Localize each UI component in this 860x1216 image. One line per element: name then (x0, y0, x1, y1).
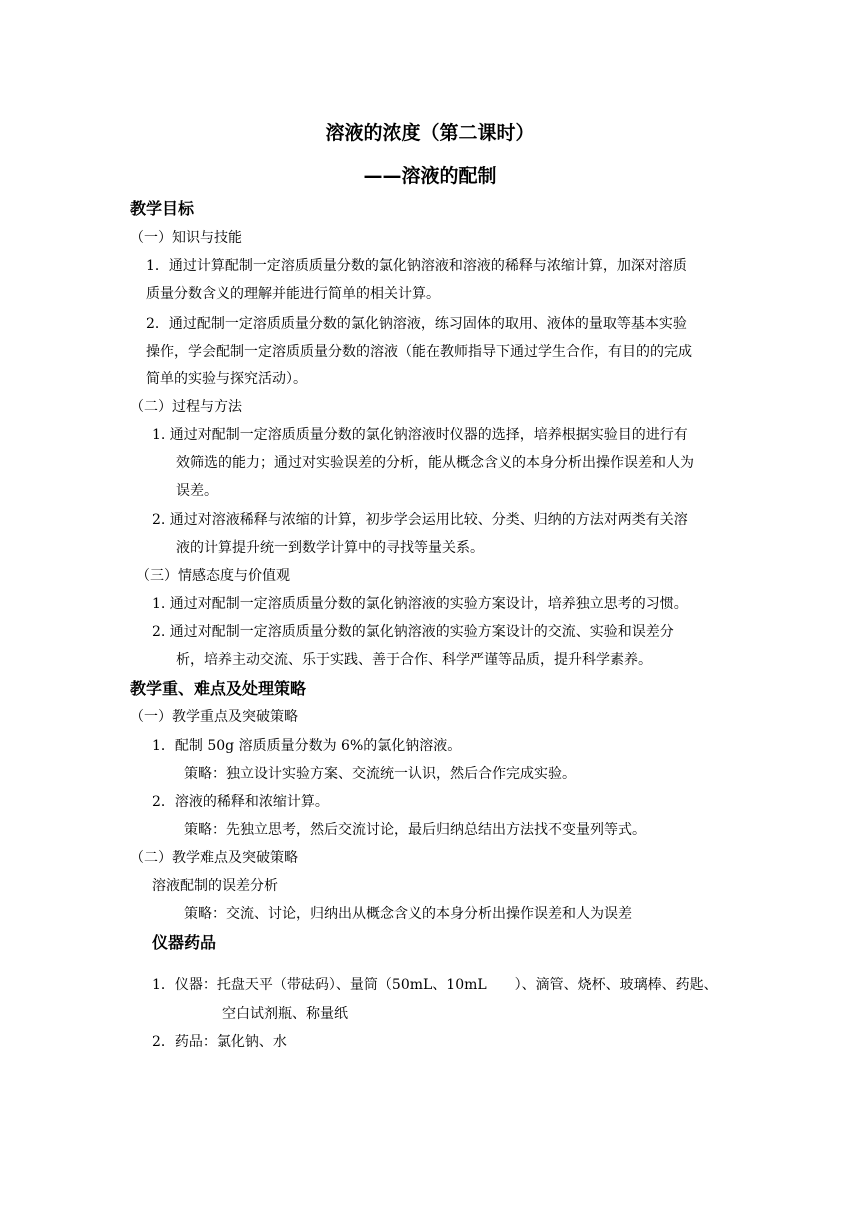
subsection-key: （一）教学重点及突破策略 (130, 709, 298, 725)
section-heading-objectives: 教学目标 (130, 199, 195, 218)
paragraph-line: 1．配制 50g 溶质质量分数为 6%的氯化钠溶液。 (152, 738, 462, 754)
paragraph-line: 2．药品：氯化钠、水 (152, 1034, 287, 1050)
paragraph-line: 误差。 (176, 483, 218, 499)
paragraph-line: 液的计算提升统一到数学计算中的寻找等量关系。 (176, 540, 484, 556)
subsection-difficulty: （二）教学难点及突破策略 (130, 850, 298, 866)
subsection-attitude: （三）情感态度与价值观 (136, 568, 290, 584)
paragraph-line: 析，培养主动交流、乐于实践、善于合作、科学严谨等品质，提升科学素养。 (176, 652, 652, 668)
paragraph-line: 1．通过计算配制一定溶质质量分数的氯化钠溶液和溶液的稀释与浓缩计算，加深对溶质 (146, 258, 687, 274)
paragraph-line: 策略：交流、讨论，归纳出从概念含义的本身分析出操作误差和人为误差 (184, 906, 632, 922)
paragraph-line: 溶液配制的误差分析 (152, 878, 278, 894)
subsection-process: （二）过程与方法 (130, 399, 242, 415)
paragraph-line: 简单的实验与探究活动）。 (146, 371, 307, 387)
paragraph-line: 空白试剂瓶、称量纸 (222, 1006, 348, 1022)
paragraph-line: 策略：先独立思考，然后交流讨论，最后归纳总结出方法找不变量列等式。 (184, 822, 646, 838)
paragraph-line: 操作，学会配制一定溶质质量分数的溶液（能在教师指导下通过学生合作，有目的的完成 (146, 344, 692, 360)
paragraph-line: 1. 通过对配制一定溶质质量分数的氯化钠溶液时仪器的选择，培养根据实验目的进行有 (152, 427, 688, 443)
subsection-knowledge: （一）知识与技能 (130, 230, 242, 246)
paragraph-line: 效筛选的能力；通过对实验误差的分析，能从概念含义的本身分析出操作误差和人为 (176, 455, 694, 471)
section-heading-key-points: 教学重、难点及处理策略 (130, 679, 307, 698)
paragraph-line: 2. 通过对溶液稀释与浓缩的计算，初步学会运用比较、分类、归纳的方法对两类有关溶 (152, 512, 688, 528)
paragraph-line: 策略：独立设计实验方案、交流统一认识，然后合作完成实验。 (184, 766, 576, 782)
paragraph-line: 2．通过配制一定溶质质量分数的氯化钠溶液，练习固体的取用、液体的量取等基本实验 (146, 316, 687, 332)
paragraph-line: 2．溶液的稀释和浓缩计算。 (152, 794, 329, 810)
paragraph-line: 2. 通过对配制一定溶质质量分数的氯化钠溶液的实验方案设计的交流、实验和误差分 (152, 624, 674, 640)
paragraph-line: 1．仪器：托盘天平（带砝码）、量筒（50mL、10mL ）、滴管、烧杯、玻璃棒、药匙、 (152, 977, 718, 993)
page-subtitle: ——溶液的配制 (363, 165, 497, 187)
paragraph-line: 1. 通过对配制一定溶质质量分数的氯化钠溶液的实验方案设计，培养独立思考的习惯。 (152, 596, 688, 612)
page-title: 溶液的浓度（第二课时） (325, 122, 535, 144)
paragraph-line: 质量分数含义的理解并能进行简单的相关计算。 (146, 286, 440, 302)
section-heading-materials: 仪器药品 (152, 933, 217, 952)
